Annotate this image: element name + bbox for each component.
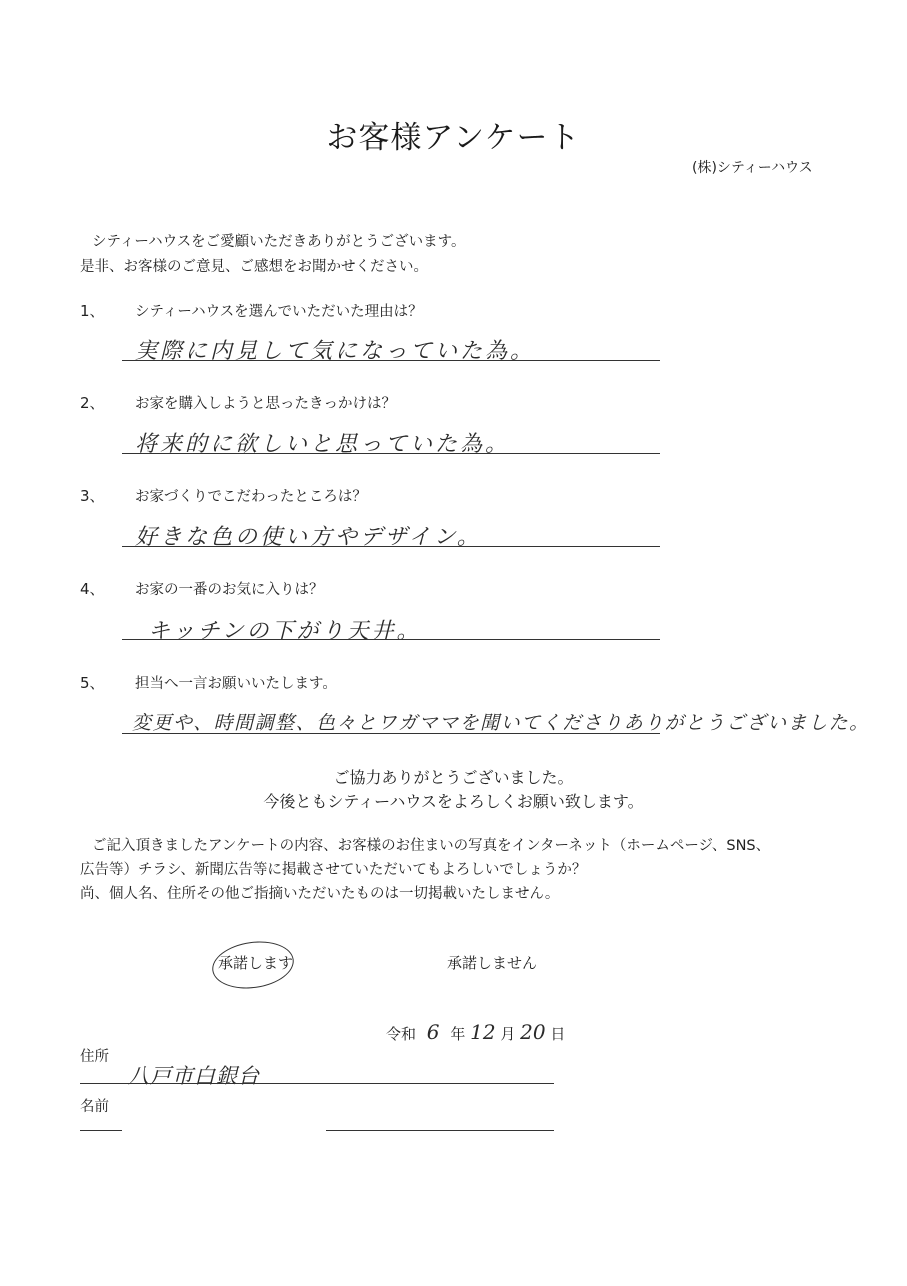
date-year-unit: 年	[450, 1025, 466, 1043]
question-5-number: 5、	[80, 674, 105, 692]
consent-line-3: 尚、個人名、住所その他ご指摘いただいたものは一切掲載いたしません。	[80, 886, 560, 902]
address-line[interactable]	[80, 1083, 554, 1084]
date-era: 令和	[386, 1025, 417, 1043]
name-line-right[interactable]	[326, 1130, 554, 1131]
date-year: 6	[426, 1020, 440, 1044]
question-5-text: 担当へ一言お願いいたします。	[135, 676, 337, 692]
intro-line-2: 是非、お客様のご意見、ご感想をお聞かせください。	[80, 259, 428, 275]
survey-title: お客様アンケート	[326, 120, 581, 156]
name-label: 名前	[80, 1099, 109, 1115]
question-3-text: お家づくりでこだわったところは？	[135, 489, 367, 505]
closing-line-1: ご協力ありがとうございました。	[333, 768, 574, 787]
answer-4: キッチンの下がり天井。	[148, 619, 422, 644]
question-2-text: お家を購入しようと思ったきっかけは？	[135, 396, 396, 412]
name-line-left[interactable]	[80, 1130, 122, 1131]
address-label: 住所	[80, 1049, 109, 1065]
question-1-text: シティーハウスを選んでいただいた理由は？	[135, 304, 423, 320]
intro-line-1: シティーハウスをご愛顧いただきありがとうございます。	[92, 234, 466, 250]
date-day: 20	[520, 1020, 546, 1044]
answer-1-line	[122, 360, 660, 361]
company-name: (株)シティーハウス	[692, 160, 813, 176]
question-3-number: 3、	[80, 487, 105, 505]
date-day-unit: 日	[550, 1025, 566, 1043]
date-month: 12	[470, 1020, 496, 1044]
answer-3-line	[122, 546, 660, 547]
answer-4-line	[122, 639, 660, 640]
answer-2-line	[122, 453, 660, 454]
consent-line-2: 広告等）チラシ、新聞広告等に掲載させていただいてもよろしいでしょうか？	[80, 862, 587, 878]
question-4-number: 4、	[80, 580, 105, 598]
consent-line-1: ご記入頂きましたアンケートの内容、お客様のお住まいの写真をインターネット（ホームページ、SNS、	[92, 838, 771, 854]
date-month-unit: 月	[500, 1025, 516, 1043]
question-1-number: 1、	[80, 302, 105, 320]
closing-line-2: 今後ともシティーハウスをよろしくお願い致します。	[263, 792, 644, 811]
agree-option[interactable]: 承諾します	[218, 954, 294, 972]
answer-1: 実際に内見して気になっていた為。	[135, 339, 536, 364]
question-4-text: お家の一番のお気に入りは？	[135, 582, 324, 598]
answer-3: 好きな色の使い方やデザイン。	[135, 525, 482, 550]
date-line	[386, 1020, 565, 1044]
address-value: 八戸市白銀台	[128, 1064, 260, 1088]
answer-5: 変更や、時間調整、色々とワガママを聞いてくださりありがとうございました。	[132, 712, 870, 734]
answer-5-line	[122, 733, 660, 734]
answer-2: 将来的に欲しいと思っていた為。	[135, 432, 511, 457]
disagree-option[interactable]: 承諾しません	[447, 954, 538, 972]
question-2-number: 2、	[80, 394, 105, 412]
